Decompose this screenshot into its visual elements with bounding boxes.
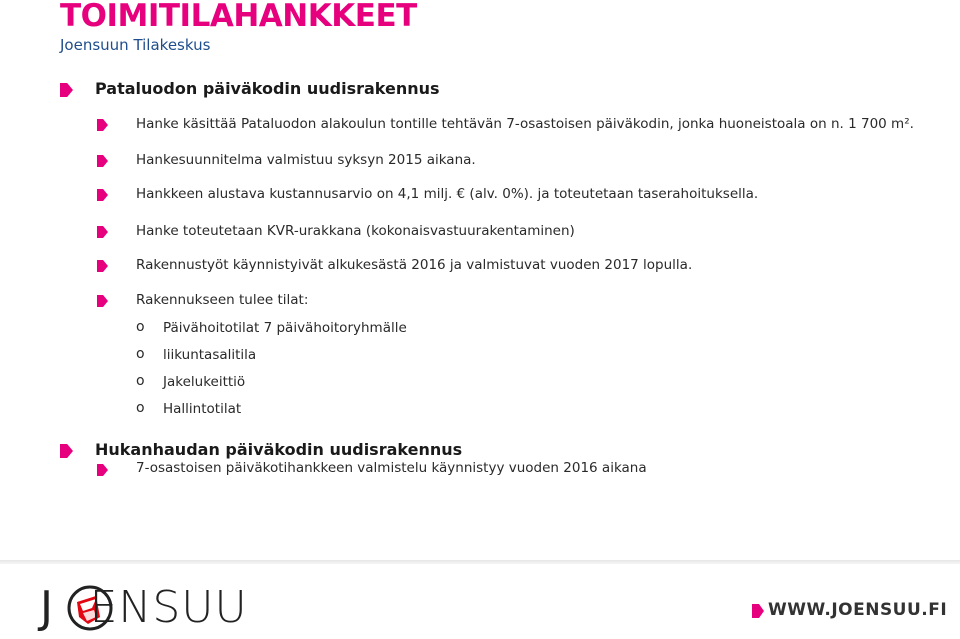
list-item: Hankesuunnitelma valmistuu syksyn 2015 aikana. [136, 152, 476, 168]
sub-bullet-marker: o [136, 346, 145, 362]
logo-wordmark: ENSUU [89, 582, 248, 633]
sub-list-item: Hallintotilat [163, 401, 242, 417]
sub-list-item: Päivähoitotilat 7 päivähoitoryhmälle [163, 320, 407, 336]
sub-bullet-marker: o [136, 400, 145, 416]
bullet-icon [60, 444, 73, 458]
section-heading: Hukanhaudan päiväkodin uudisrakennus [95, 440, 463, 459]
bullet-icon [97, 295, 108, 307]
list-item: Rakennustyöt käynnistyivät alkukesästä 2016 ja valmistuvat vuoden 2017 lopulla. [136, 257, 693, 273]
bullet-icon [97, 155, 108, 167]
logo-j: J [40, 582, 53, 633]
sub-list-item: Jakelukeittiö [163, 374, 246, 390]
bullet-icon [97, 119, 108, 131]
bullet-icon [97, 464, 108, 476]
bullet-icon [97, 260, 108, 272]
sub-bullet-marker: o [136, 319, 145, 335]
list-item: Hankkeen alustava kustannusarvio on 4,1 milj. € (alv. 0%). ja toteutetaan taserahoituksella. [136, 186, 759, 202]
bullet-icon [97, 226, 108, 238]
bullet-icon [97, 189, 108, 201]
page-subtitle: Joensuun Tilakeskus [60, 36, 211, 54]
list-item: Rakennukseen tulee tilat: [136, 292, 309, 308]
sub-bullet-marker: o [136, 373, 145, 389]
footer-divider [0, 560, 960, 564]
sub-list-item: liikuntasalitila [163, 347, 257, 363]
arrow-icon [752, 604, 764, 618]
list-item: Hanke toteutetaan KVR-urakkana (kokonaisvastuurakentaminen) [136, 223, 575, 239]
bullet-icon [60, 83, 73, 97]
list-item: Hanke käsittää Pataluodon alakoulun tontille tehtävän 7-osastoisen päiväkodin, jonka huoneistoala on n. 1 700 m². [136, 116, 914, 132]
section-heading: Pataluodon päiväkodin uudisrakennus [95, 79, 440, 98]
website-link[interactable]: WWW.JOENSUU.FI [768, 600, 948, 620]
page-title: TOIMITILAHANKKEET [60, 0, 417, 34]
list-item: 7-osastoisen päiväkotihankkeen valmistelu käynnistyy vuoden 2016 aikana [136, 460, 647, 476]
